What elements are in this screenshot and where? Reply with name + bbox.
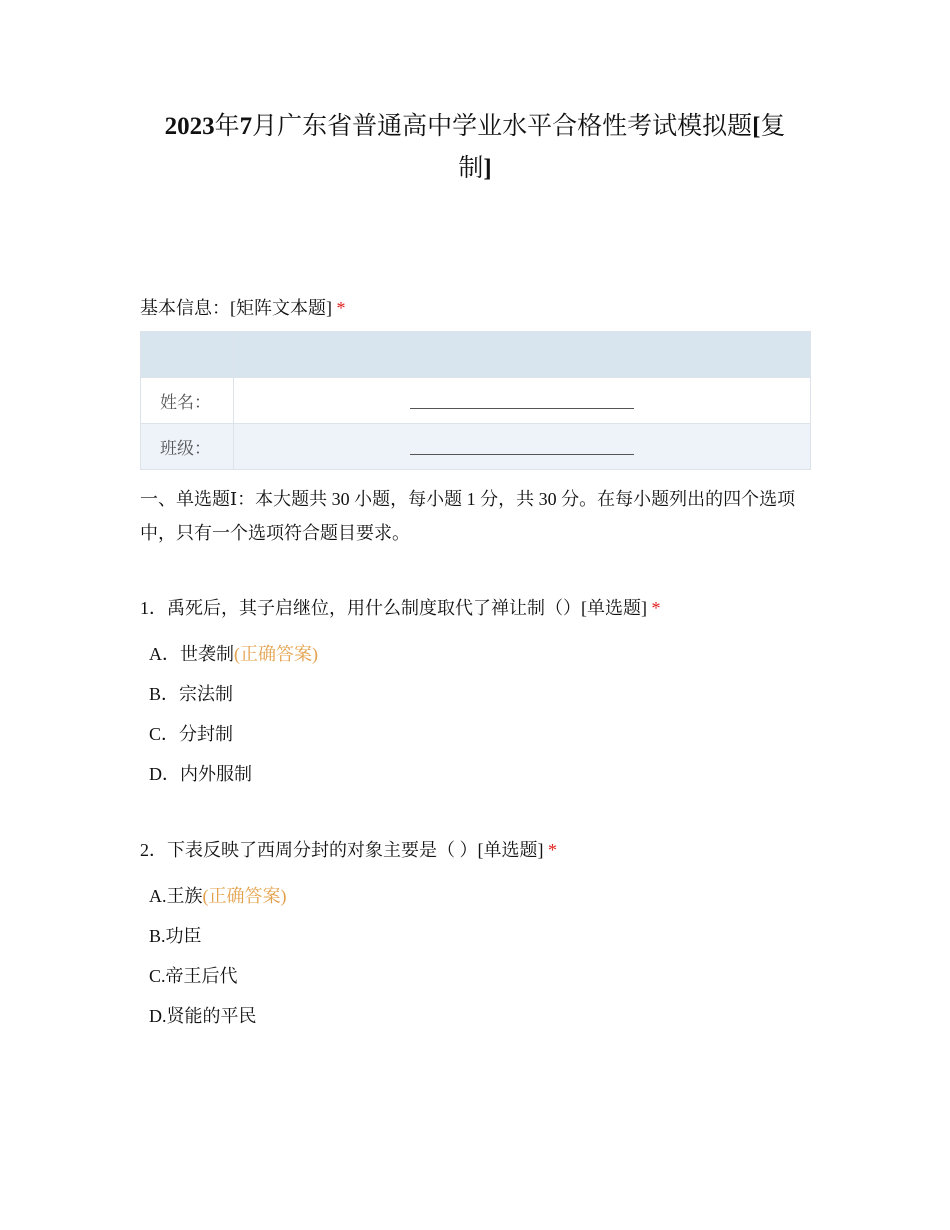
basic-info-label	[140, 294, 346, 320]
option-text: A．世袭制	[149, 644, 234, 664]
question-2-text: 2．下表反映了西周分封的对象主要是（ ）[单选题]	[140, 840, 544, 860]
title-text-main: 月广东省普通高中学业水平合格性考试模拟题	[252, 113, 753, 140]
question-2-stem	[140, 836, 557, 862]
question-2-option-b[interactable]	[149, 922, 202, 948]
title-text-year-unit: 年	[214, 113, 240, 140]
question-1-option-c[interactable]	[149, 720, 233, 746]
title-month: 7	[239, 113, 253, 140]
option-text: B.功臣	[149, 926, 202, 946]
title-year: 2023	[164, 113, 215, 140]
name-label: 姓名：	[141, 378, 234, 424]
matrix-header-cell	[141, 332, 234, 378]
question-1-option-a[interactable]	[149, 640, 318, 666]
matrix-header-row	[141, 332, 811, 378]
question-2-option-c[interactable]	[149, 962, 238, 988]
class-label: 班级：	[141, 424, 234, 470]
option-text: B．宗法制	[149, 684, 234, 704]
option-text: D.贤能的平民	[149, 1006, 257, 1026]
class-input-cell[interactable]	[234, 424, 811, 470]
option-text: A.王族	[149, 886, 203, 906]
title-bracket-open: [	[752, 113, 761, 140]
matrix-row-class	[141, 424, 811, 470]
section-intro: 一、单选题Ⅰ：本大题共 30 小题，每小题 1 分，共 30 分。在每小题列出的四个选项中，只有一个选项符合题目要求。	[140, 489, 796, 543]
required-mark: *	[548, 840, 557, 860]
option-text: C.帝王后代	[149, 966, 238, 986]
correct-answer-tag: (正确答案)	[202, 886, 287, 906]
question-2-option-a[interactable]	[149, 882, 287, 908]
name-input-line[interactable]	[410, 394, 634, 409]
title-bracket-close: ]	[483, 155, 492, 182]
question-2-option-d[interactable]	[149, 1002, 257, 1028]
required-mark: *	[336, 298, 346, 318]
option-text: C．分封制	[149, 724, 234, 744]
required-mark: *	[651, 598, 661, 618]
matrix-header-cell	[234, 332, 811, 378]
question-1-option-d[interactable]	[149, 760, 252, 786]
question-1-stem	[140, 594, 661, 620]
page-title	[150, 106, 800, 190]
class-input-line[interactable]	[410, 440, 634, 455]
basic-info-matrix	[140, 331, 811, 470]
question-1-text: 1．禹死后，其子启继位，用什么制度取代了禅让制（）[单选题]	[140, 598, 647, 618]
question-1-option-b[interactable]	[149, 680, 233, 706]
correct-answer-tag: (正确答案)	[234, 644, 318, 664]
name-input-cell[interactable]	[234, 378, 811, 424]
matrix-row-name	[141, 378, 811, 424]
option-text: D．内外服制	[149, 764, 252, 784]
title-text-copy: 复制	[458, 113, 786, 182]
basic-info-label-text: 基本信息：[矩阵文本题]	[140, 298, 332, 318]
